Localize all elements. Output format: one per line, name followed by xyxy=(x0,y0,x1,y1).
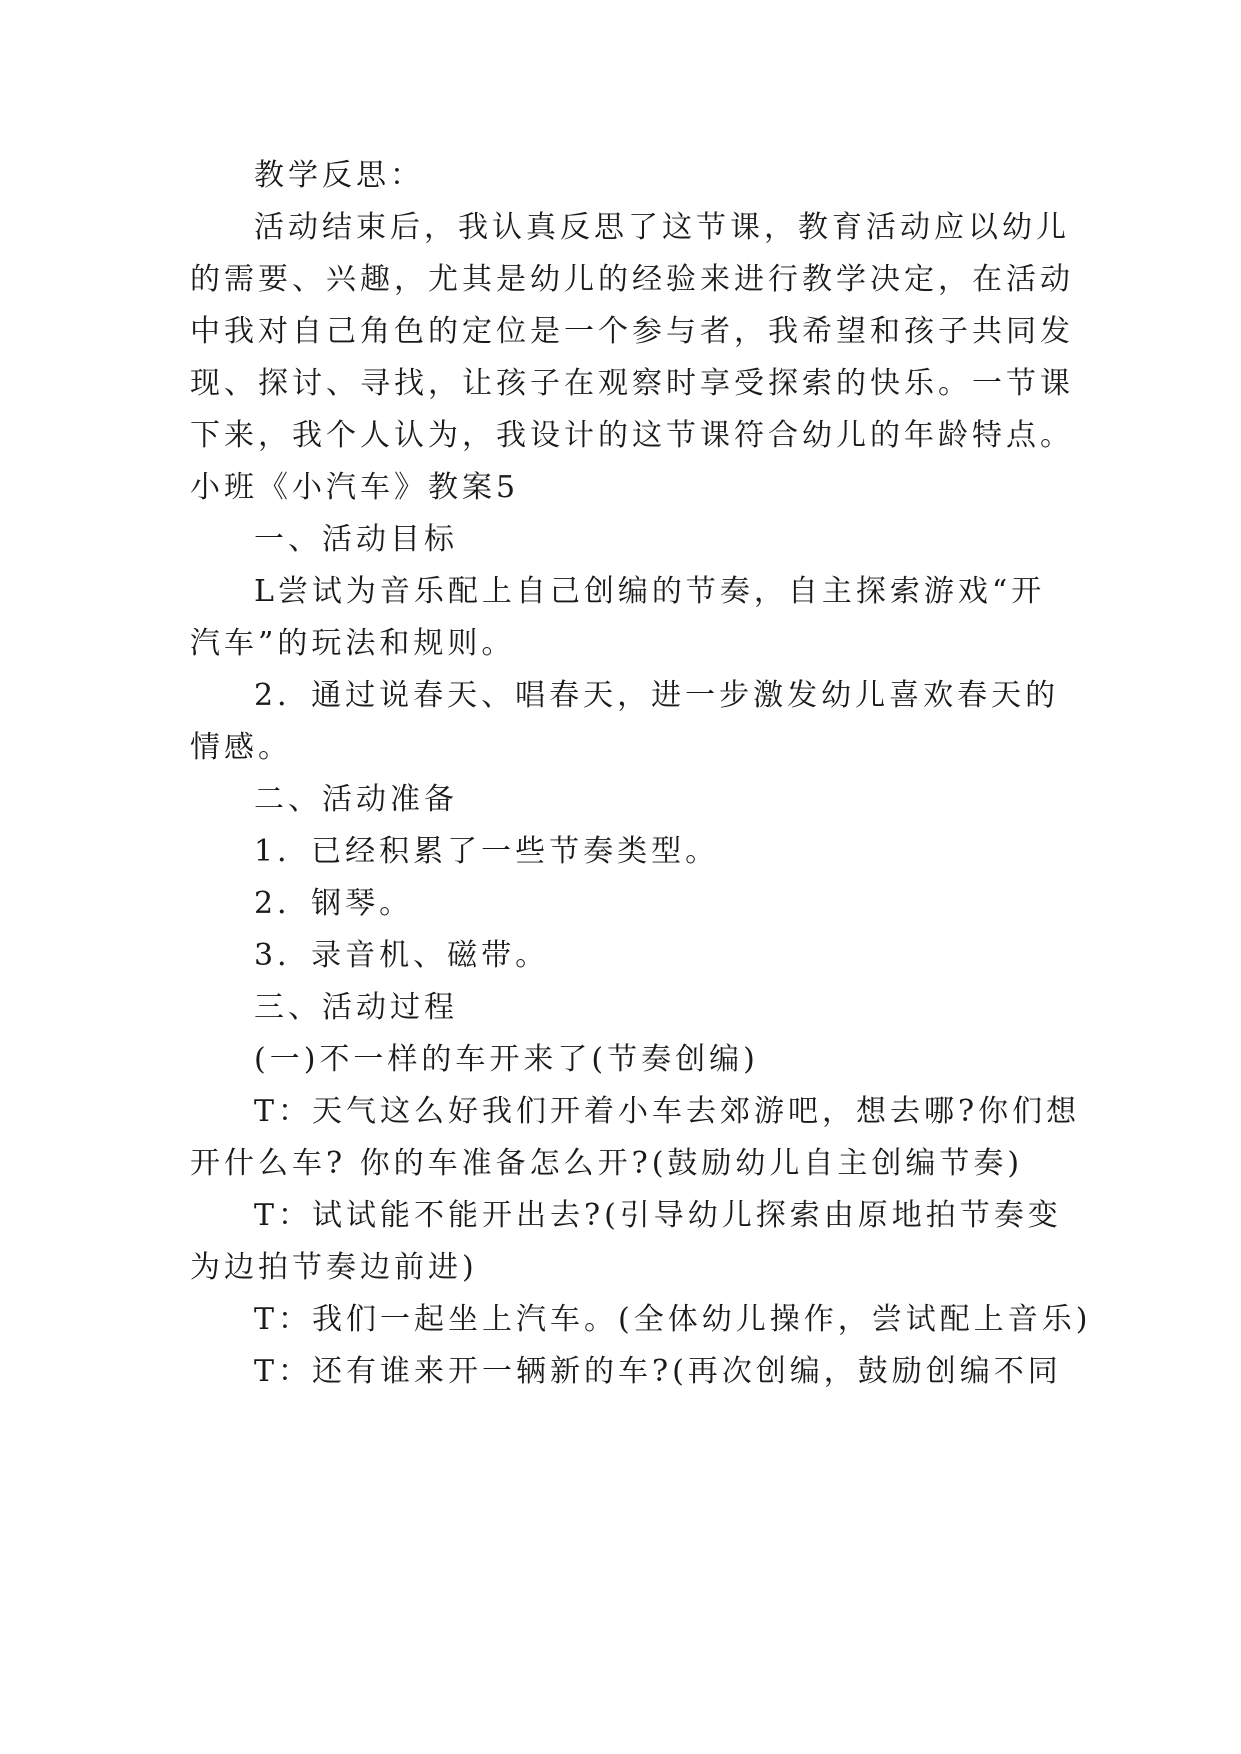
paragraph-line: 2．通过说春天、唱春天，进一步激发幼儿喜欢春天的 xyxy=(254,678,1060,713)
paragraph-line: 现、探讨、寻找，让孩子在观察时享受探索的快乐。一节课 xyxy=(190,366,1074,401)
reflection-heading: 教学反思： xyxy=(254,158,424,193)
section-title: 小班《小汽车》教案5 xyxy=(190,470,520,505)
paragraph-line: T：还有谁来开一辆新的车?(再次创编，鼓励创编不同 xyxy=(254,1354,1062,1389)
paragraph-line: 情感。 xyxy=(190,730,292,765)
heading-process: 三、活动过程 xyxy=(254,990,458,1025)
paragraph-line: T：试试能不能开出去?(引导幼儿探索由原地拍节奏变 xyxy=(254,1198,1062,1233)
paragraph-line: 开什么车? 你的车准备怎么开?(鼓励幼儿自主创编节奏) xyxy=(190,1146,1024,1181)
paragraph-line: 活动结束后，我认真反思了这节课，教育活动应以幼儿 xyxy=(254,210,1070,245)
paragraph-line: 的需要、兴趣，尤其是幼儿的经验来进行教学决定，在活动 xyxy=(190,262,1074,297)
paragraph-line: 汽车”的玩法和规则。 xyxy=(190,626,516,661)
list-item: 2．钢琴。 xyxy=(254,886,414,921)
paragraph-line: L尝试为音乐配上自己创编的节奏，自主探索游戏“开 xyxy=(254,574,1046,609)
paragraph-line: T：我们一起坐上汽车。(全体幼儿操作，尝试配上音乐) xyxy=(254,1302,1092,1337)
paragraph-line: 为边拍节奏边前进) xyxy=(190,1250,478,1285)
paragraph-line: 中我对自己角色的定位是一个参与者，我希望和孩子共同发 xyxy=(190,314,1074,349)
subheading: (一)不一样的车开来了(节奏创编) xyxy=(254,1042,759,1077)
list-item: 1．已经积累了一些节奏类型。 xyxy=(254,834,720,869)
paragraph-line: T：天气这么好我们开着小车去郊游吧，想去哪?你们想 xyxy=(254,1094,1081,1129)
heading-preparation: 二、活动准备 xyxy=(254,782,458,817)
list-item: 3．录音机、磁带。 xyxy=(254,938,550,973)
paragraph-line: 下来，我个人认为，我设计的这节课符合幼儿的年龄特点。 xyxy=(190,418,1074,453)
heading-objectives: 一、活动目标 xyxy=(254,522,458,557)
